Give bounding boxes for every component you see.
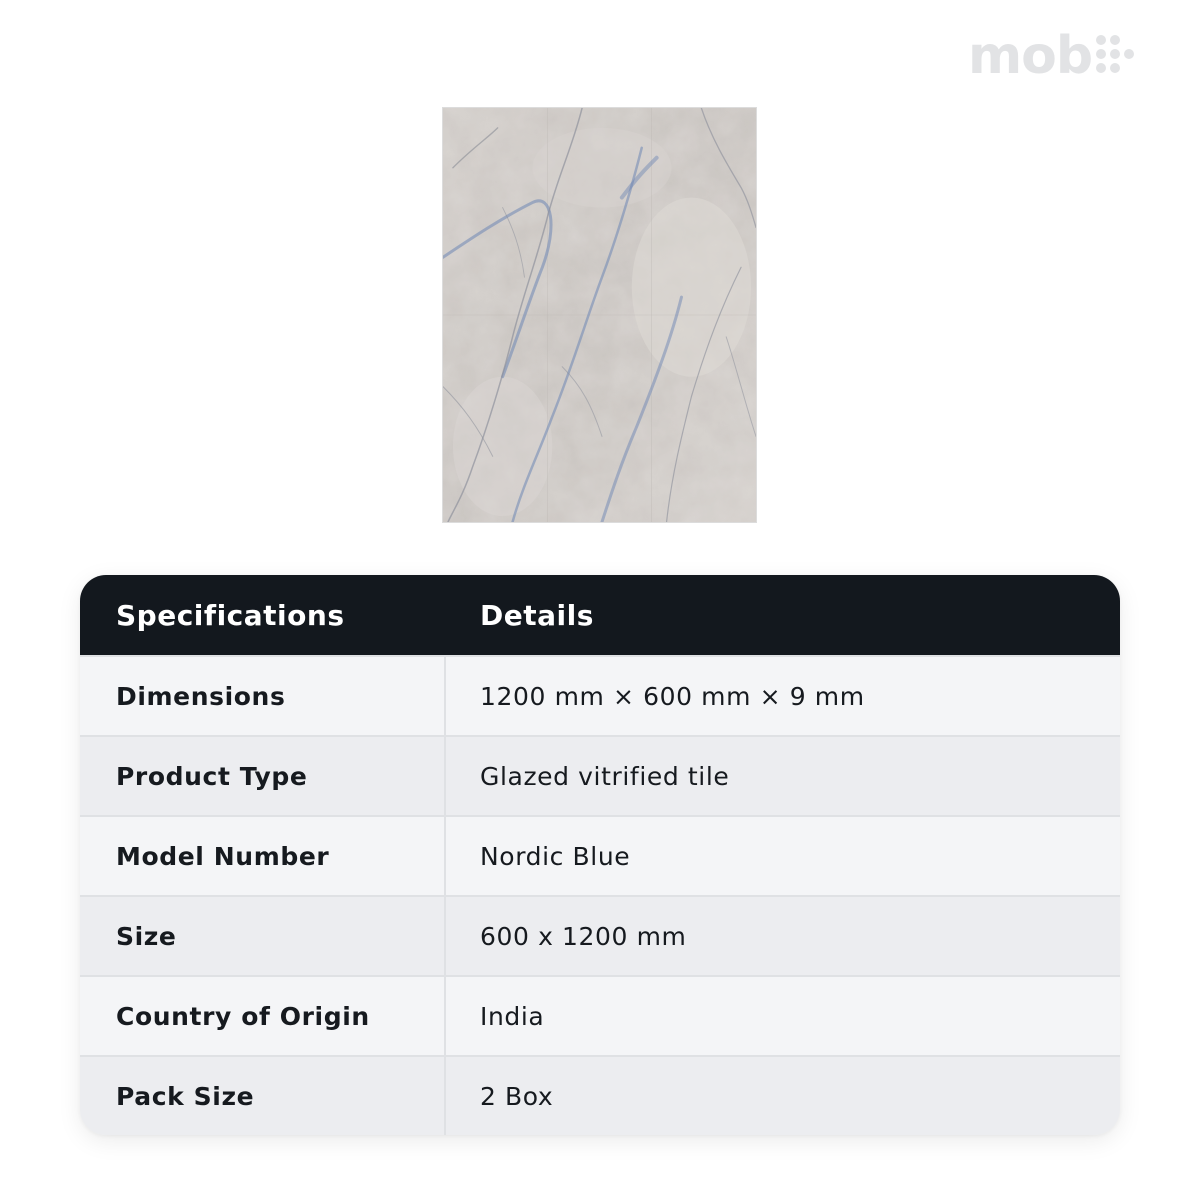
spec-label: Model Number xyxy=(80,817,446,895)
marble-tile-image xyxy=(443,108,756,522)
header-specifications: Specifications xyxy=(116,598,345,632)
product-image xyxy=(442,107,757,523)
spec-value: Nordic Blue xyxy=(480,841,631,871)
spec-label: Pack Size xyxy=(80,1057,446,1135)
table-row xyxy=(80,655,1120,735)
spec-label: Size xyxy=(80,897,446,975)
brand-logo-text: mob xyxy=(968,26,1093,86)
table-row xyxy=(80,1055,1120,1135)
table-row xyxy=(80,975,1120,1055)
table-row xyxy=(80,895,1120,975)
spec-value: 1200 mm × 600 mm × 9 mm xyxy=(480,681,865,711)
spec-value: India xyxy=(480,1001,545,1031)
header-details: Details xyxy=(480,598,594,632)
spec-value: 2 Box xyxy=(480,1081,554,1111)
brand-dots-icon xyxy=(1096,35,1135,74)
table-row xyxy=(80,815,1120,895)
spec-label: Country of Origin xyxy=(80,977,446,1055)
brand-logo xyxy=(968,28,1158,84)
spec-table xyxy=(80,575,1120,1135)
table-row xyxy=(80,735,1120,815)
spec-table-header xyxy=(80,575,1120,655)
spec-label: Dimensions xyxy=(80,657,446,735)
spec-value: Glazed vitrified tile xyxy=(480,761,730,791)
spec-label: Product Type xyxy=(80,737,446,815)
spec-value: 600 x 1200 mm xyxy=(480,921,687,951)
